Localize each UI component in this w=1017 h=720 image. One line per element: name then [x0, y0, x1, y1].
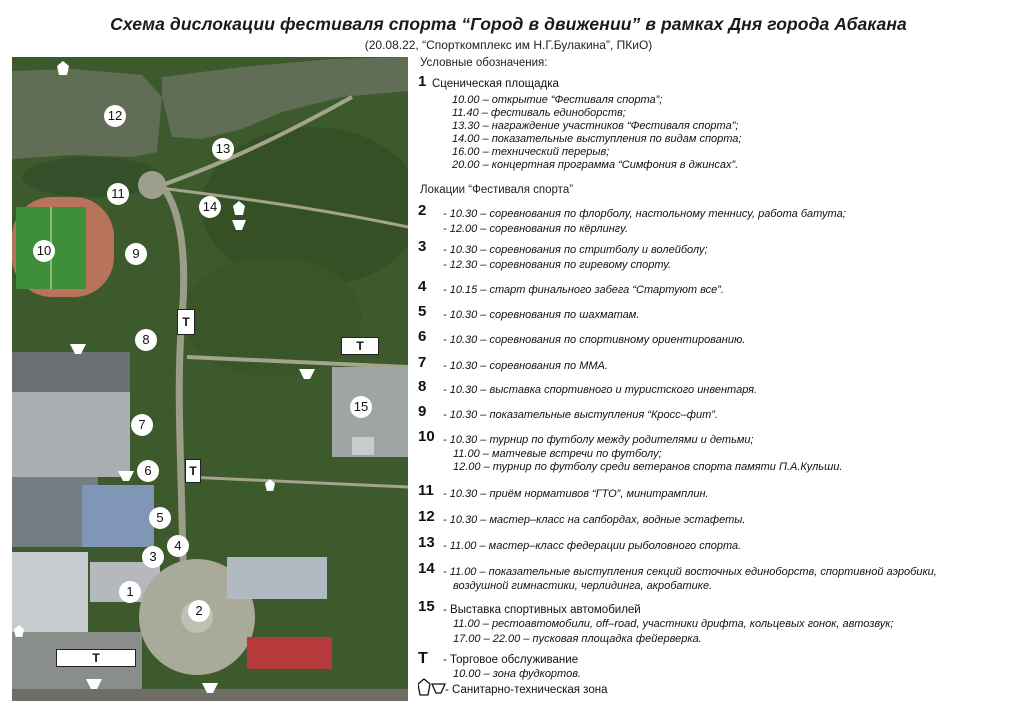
map-label-8: 8 — [135, 329, 157, 351]
legend-trade-symbol: Т — [418, 650, 428, 667]
schedule-item: 13.30 – награждение участников “Фестиваля спорта”; — [452, 120, 739, 132]
legend-number-5: 5 — [418, 303, 427, 320]
trade-zone-marker: Т — [177, 309, 195, 335]
location-line: - 10.30 – соревнования по стритболу и волейболу; — [443, 244, 708, 256]
location-line: - 10.30 – соревнования по спортивному ориентированию. — [443, 334, 746, 346]
map-label-4: 4 — [167, 535, 189, 557]
legend-number-12: 12 — [418, 508, 435, 525]
schedule-item: 14.00 – показательные выступления по видам спорта; — [452, 133, 742, 145]
toilet-icon — [57, 61, 69, 75]
legend-number-8: 8 — [418, 378, 427, 395]
page-title: Схема дислокации фестиваля спорта “Город в движении” в рамках Дня города Абакана — [110, 14, 907, 34]
schedule-item: 11.40 – фестиваль единоборств; — [452, 107, 626, 119]
legend-heading: Условные обозначения: — [420, 57, 548, 69]
location-line: - 12.00 – соревнования по кёрлингу. — [443, 223, 628, 235]
map-label-13: 13 — [212, 138, 234, 160]
toilet-icon — [233, 201, 245, 215]
trade-zone-marker: Т — [341, 337, 379, 355]
locations-heading: Локации “Фестиваля спорта” — [420, 184, 574, 196]
location-line: - 10.30 – соревнования по флорболу, настольному теннису, работа батута; — [443, 208, 846, 220]
map-label-2: 2 — [188, 600, 210, 622]
sanitary-icon — [418, 678, 446, 696]
map-label-11: 11 — [107, 183, 129, 205]
toilet-icon — [118, 471, 134, 481]
location-line: 17.00 – 22.00 – пусковая площадка фейерверка. — [453, 633, 702, 645]
map-label-14: 14 — [199, 196, 221, 218]
legend-number-4: 4 — [418, 278, 427, 295]
map-label-7: 7 — [131, 414, 153, 436]
toilet-icon — [232, 220, 246, 230]
map-label-6: 6 — [137, 460, 159, 482]
map-label-10: 10 — [33, 240, 55, 262]
schedule-item: 16.00 – технический перерыв; — [452, 146, 610, 158]
toilet-icon — [86, 679, 102, 689]
location-line: 11.00 – матчевые встречи по футболу; — [453, 448, 662, 460]
legend-number-1: 1 — [418, 73, 427, 90]
map-label-1: 1 — [119, 581, 141, 603]
legend-trade-sub: 10.00 – зона фудкортов. — [453, 668, 582, 680]
toilet-icon — [265, 478, 275, 492]
legend-stage-title: Сценическая площадка — [432, 78, 559, 90]
location-line: - 12.30 – соревнования по гиревому спорту. — [443, 259, 672, 271]
map-label-12: 12 — [104, 105, 126, 127]
legend-number-9: 9 — [418, 403, 427, 420]
legend-number-14: 14 — [418, 560, 435, 577]
legend-number-10: 10 — [418, 428, 435, 445]
location-line: воздушной гимнастики, черлидинга, акробатике. — [453, 580, 713, 592]
toilet-icon — [14, 624, 24, 638]
location-line: - 10.15 – старт финального забега “Стартуют все”. — [443, 284, 724, 296]
map-label-9: 9 — [125, 243, 147, 265]
schedule-item: 20.00 – концертная программа “Симфония в джинсах”. — [452, 159, 739, 171]
map-label-3: 3 — [142, 546, 164, 568]
location-line: - 10.30 – турнир по футболу между родителями и детьми; — [443, 434, 754, 446]
legend-number-13: 13 — [418, 534, 435, 551]
location-line: - 10.30 – соревнования по шахматам. — [443, 309, 640, 321]
legend-number-2: 2 — [418, 202, 427, 219]
location-line: - 10.30 – выставка спортивного и туристского инвентаря. — [443, 384, 758, 396]
legend-number-3: 3 — [418, 238, 427, 255]
location-line: - 11.00 – показательные выступления секций восточных единоборств, спортивной аэробики, — [443, 566, 937, 578]
toilet-icon — [70, 344, 86, 354]
legend-trade-title: - Торговое обслуживание — [443, 654, 579, 666]
legend-number-7: 7 — [418, 354, 427, 371]
trade-zone-marker: Т — [56, 649, 136, 667]
map-label-5: 5 — [149, 507, 171, 529]
map-label-15: 15 — [350, 396, 372, 418]
satellite-map — [12, 57, 408, 701]
legend-number-6: 6 — [418, 328, 427, 345]
trade-zone-marker: Т — [185, 459, 201, 483]
location-line: 11.00 – рестоавтомобили, off–road, участники дрифта, кольцевых гонок, автозвук; — [453, 618, 894, 630]
legend-number-11: 11 — [418, 482, 434, 499]
schedule-item: 10.00 – открытие “Фестиваля спорта”; — [452, 94, 663, 106]
legend-sanitary-title: - Санитарно-техническая зона — [445, 684, 608, 696]
toilet-icon — [202, 683, 218, 693]
location-line: - 10.30 – показательные выступления “Кросс–фит”. — [443, 409, 718, 421]
legend-number-15: 15 — [418, 598, 435, 615]
map-background — [12, 57, 408, 701]
location-line: 12.00 – турнир по футболу среди ветеранов спорта памяти П.А.Кульши. — [453, 461, 843, 473]
location-line: - Выставка спортивных автомобилей — [443, 604, 641, 616]
location-line: - 10.30 – приём нормативов “ГТО”, минитрамплин. — [443, 488, 709, 500]
location-line: - 10.30 – мастер–класс на сапбордах, водные эстафеты. — [443, 514, 746, 526]
toilet-icon — [299, 369, 315, 379]
page-subtitle: (20.08.22, “Спорткомплекс им Н.Г.Булакина”, ПКиО) — [364, 38, 653, 52]
location-line: - 10.30 – соревнования по ММА. — [443, 360, 608, 372]
location-line: - 11.00 – мастер–класс федерации рыболовного спорта. — [443, 540, 742, 552]
